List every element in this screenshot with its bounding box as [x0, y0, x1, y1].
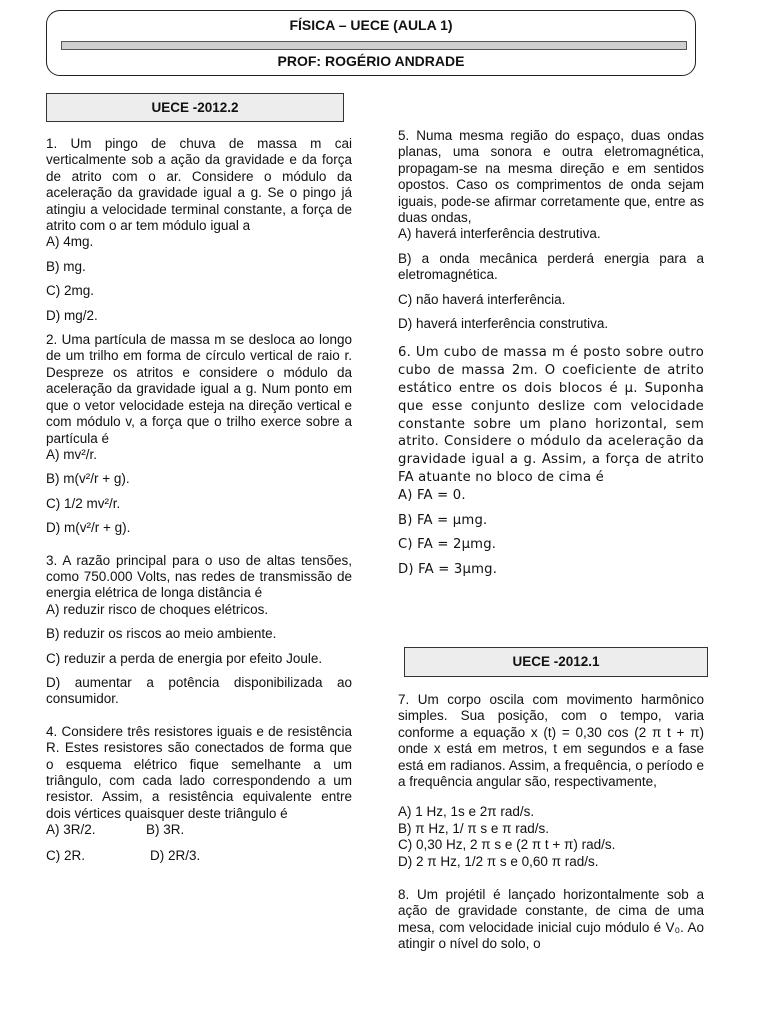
question-4-option-c: C) 2R. [46, 848, 86, 864]
question-8-text: 8. Um projétil é lançado horizontalmente sob a ação de gravidade constante, de cima de uma mesa, com velocidade inicial cujo módulo é V₀. Ao atingir o nível do solo, o [398, 887, 704, 952]
left-column [46, 136, 352, 866]
question-5-option-a: A) haverá interferência destrutiva. [398, 226, 601, 242]
header-subtitle: PROF: ROGÉRIO ANDRADE [277, 53, 465, 69]
section-heading-label: UECE -2012.2 [151, 100, 239, 115]
question-3-text: 3. A razão principal para o uso de altas tensões, como 750.000 Volts, nas redes de transmissão de energia elétrica de longa distância é [46, 552, 352, 601]
question-5-option-c: C) não haverá interferência. [398, 291, 566, 307]
question-7-option-a: A) 1 Hz, 1s e 2π rad/s. [398, 804, 535, 820]
question-1-option-d: D) mg/2. [46, 307, 98, 323]
header-divider [61, 41, 687, 50]
question-5-option-d: D) haverá interferência construtiva. [398, 316, 609, 332]
question-1-option-a: A) 4mg. [46, 234, 94, 250]
question-1-option-b: B) mg. [46, 258, 86, 274]
right-column [398, 128, 704, 579]
question-6-option-b: B) FA = μmg. [398, 512, 488, 528]
question-6-option-a: A) FA = 0. [398, 487, 466, 503]
question-4-text: 4. Considere três resistores iguais e de resistência R. Estes resistores são conectados de forma que o esquema elétrico fique semelhante a um triângulo, com cada lado correspondendo a um resistor. Assim, a resistência equivalente entre dois vértices quaisquer deste triângulo é [46, 723, 352, 821]
page-header [46, 10, 696, 76]
question-6-option-c: C) FA = 2μmg. [398, 537, 497, 553]
question-1-option-c: C) 2mg. [46, 283, 95, 299]
question-6-option-d: D) FA = 3μmg. [398, 562, 498, 578]
question-4-options-row-1 [46, 822, 352, 844]
question-3-option-b: B) reduzir os riscos ao meio ambiente. [46, 626, 277, 642]
header-title: FÍSICA – UECE (AULA 1) [289, 17, 453, 33]
question-2-option-a: A) mv²/r. [46, 446, 97, 462]
question-4-option-d: D) 2R/3. [150, 848, 201, 864]
question-3-option-a: A) reduzir risco de choques elétricos. [46, 601, 269, 617]
question-2-option-c: C) 1/2 mv²/r. [46, 495, 121, 511]
section-heading-2012-1 [404, 647, 708, 677]
section-heading-2012-2 [46, 93, 344, 122]
question-7-text: 7. Um corpo oscila com movimento harmônico simples. Sua posição, com o tempo, varia conforme a equação x (t) = 0,30 cos (2 π t + π) onde x está em metros, t em segundos e a fase está em radianos. Assim, a frequência, o período e a frequência angular são, respectivamente, [398, 692, 704, 790]
question-6-block [398, 344, 704, 579]
question-2-text: 2. Uma partícula de massa m se desloca ao longo de um trilho em forma de círculo vertical de raio r. Despreze os atritos e considere o módulo da aceleração da gravidade igual a g. Num ponto em que o vetor velocidade esteja na direção vertical e com módulo v, a força que o trilho exerce sobre a partícula é [46, 332, 352, 446]
question-3-option-c: C) reduzir a perda de energia por efeito Joule. [46, 650, 323, 666]
question-7-option-c: C) 0,30 Hz, 2 π s e (2 π t + π) rad/s. [398, 837, 616, 853]
question-1-text: 1. Um pingo de chuva de massa m cai verticalmente sob a ação da gravidade e da força de atrito com o ar. Considere o módulo da aceleração da gravidade igual a g. Se o pingo já atingiu a velocidade terminal constante, a força de atrito com o ar tem módulo igual a [46, 136, 352, 234]
question-5-text: 5. Numa mesma região do espaço, duas ondas planas, uma sonora e outra eletromagnética, propagam-se na mesma direção e em sentidos opostos. Caso os comprimentos de onda sejam iguais, pode-se afirmar corretamente que, entre as duas ondas, [398, 128, 704, 226]
question-6-text: 6. Um cubo de massa m é posto sobre outro cubo de massa 2m. O coeficiente de atrito estático entre os dois blocos é μ. Suponha que esse conjunto deslize com velocidade constante sobre um plano horizontal, sem atrito. Considere o módulo da aceleração da gravidade igual a g. Assim, a força de atrito FA atuante no bloco de cima é [398, 345, 704, 486]
question-5-option-b: B) a onda mecânica perderá energia para a eletromagnética. [398, 250, 704, 283]
question-7-option-d: D) 2 π Hz, 1/2 π s e 0,60 π rad/s. [398, 853, 599, 869]
question-3-option-d: D) aumentar a potência disponibilizada ao consumidor. [46, 674, 352, 707]
question-2-option-d: D) m(v²/r + g). [46, 520, 131, 536]
right-column-lower [398, 692, 704, 953]
question-2-option-b: B) m(v²/r + g). [46, 471, 130, 487]
question-4-option-b: B) 3R. [146, 822, 185, 838]
question-4-option-a: A) 3R/2. [46, 822, 96, 838]
question-4-options-row-2 [46, 848, 352, 866]
question-7-option-b: B) π Hz, 1/ π s e π rad/s. [398, 820, 549, 836]
section-heading-label: UECE -2012.1 [512, 654, 600, 669]
